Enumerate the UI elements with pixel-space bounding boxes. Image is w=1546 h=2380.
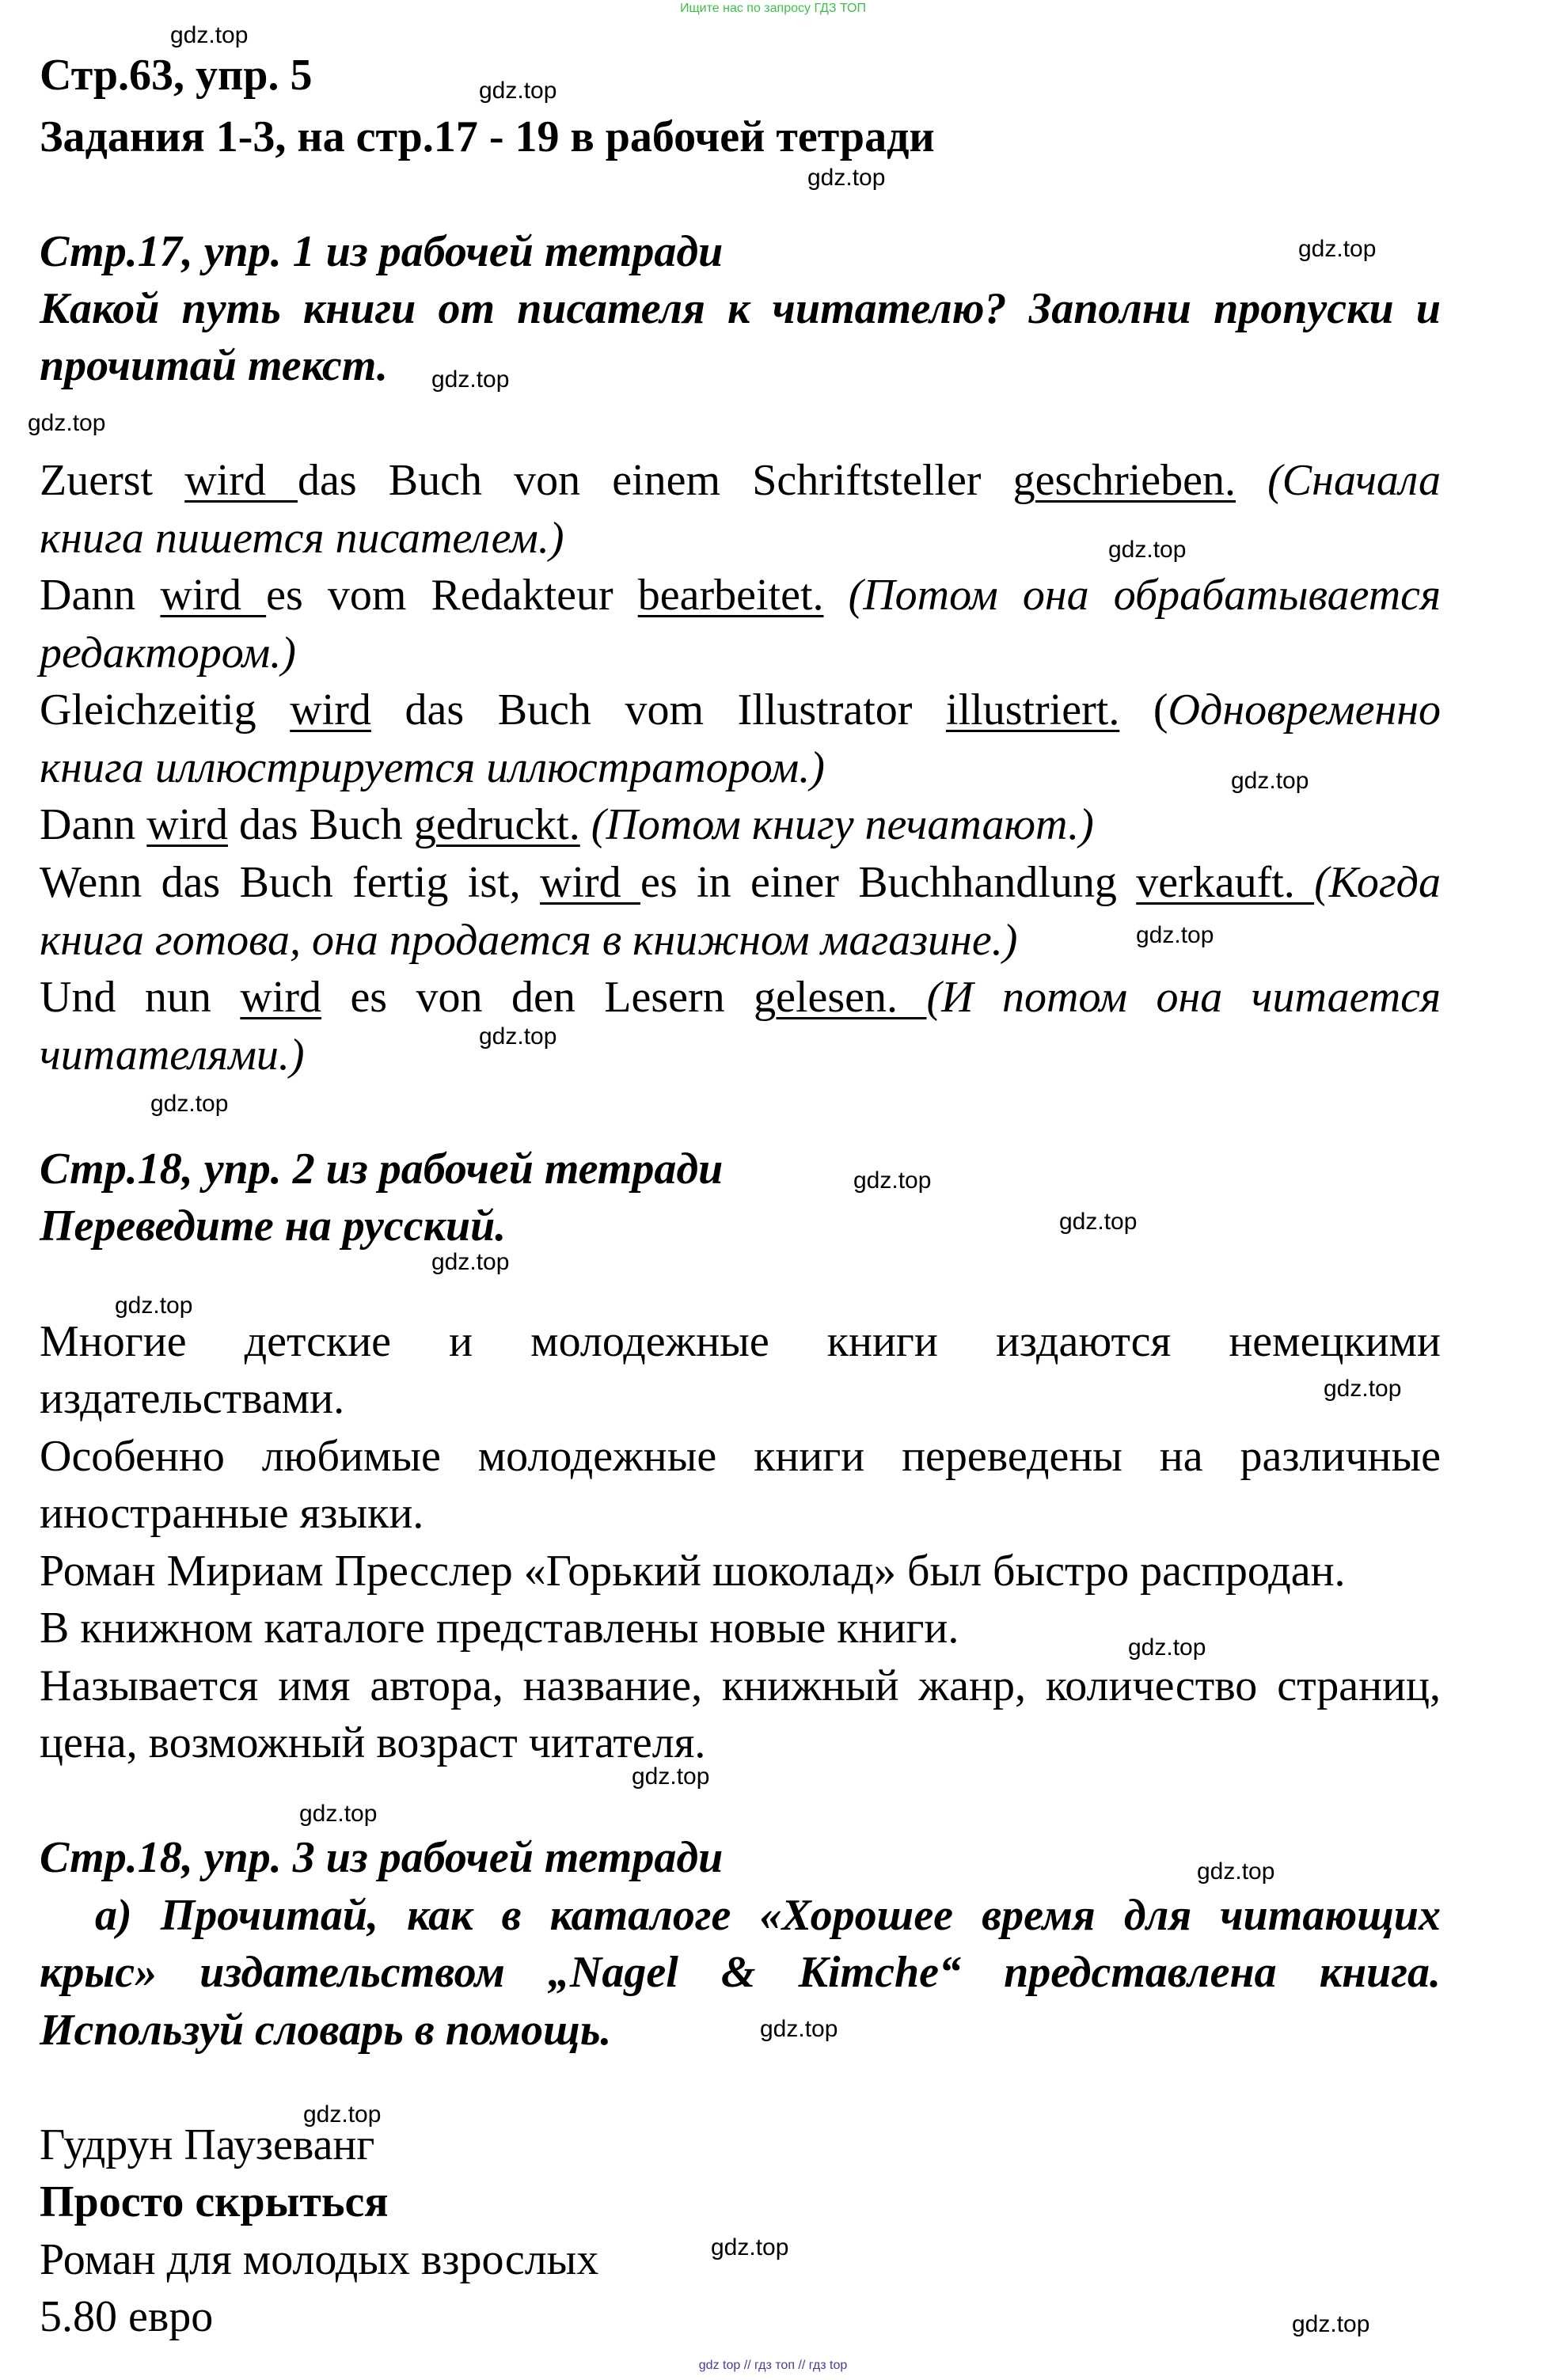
ex1-sentence-2 [40,567,1441,623]
text: Zuerst [40,456,154,505]
page-title: Стр.63, упр. 5 [40,51,313,100]
ex2-line: Особенно любимые молодежные книги переведены на различные [40,1432,1441,1481]
ex1-sentence-1 [40,453,1441,508]
watermark: gdz.top [150,1091,229,1117]
book-title: Просто скрыться [40,2177,389,2226]
ex3-task-line3: Используй словарь в помощь. [40,2006,612,2055]
ex1-sentence-4 [40,797,1441,852]
ex2-line: В книжном каталоге представлены новые книги. [40,1604,959,1653]
book-price: 5.80 евро [40,2292,214,2341]
watermark: gdz.top [431,366,510,393]
answer-participle: illustriert. [946,685,1120,734]
ex2-line: Называется имя автора, название, книжный жанр, количество страниц, [40,1661,1441,1710]
watermark: gdz.top [431,1249,510,1275]
watermark: gdz.top [1108,537,1187,563]
watermark: gdz.top [711,2234,789,2260]
ex1-sentence-1-translation: книга пишется писателем.) [40,514,564,563]
translation: (И потом она читается [926,973,1442,1022]
answer-participle: verkauft. [1136,858,1315,907]
answer-participle: bearbeitet. [637,571,824,620]
watermark: gdz.top [1231,768,1309,794]
watermark: gdz.top [1128,1634,1206,1661]
ex1-sentence-5 [40,855,1441,910]
answer-verb: wird [146,800,228,849]
ex2-task: Переведите на русский. [40,1201,507,1251]
translation-wrap [1153,685,1441,734]
watermark: gdz.top [1292,2311,1370,2337]
watermark: gdz.top [1136,922,1214,948]
watermark: gdz.top [760,2016,838,2042]
ex1-task-line1: Какой путь книги от писателя к читателю? Заполни пропуски и [40,284,1441,333]
ex1-sentence-5-translation: книга готова, она продается в книжном магазине.) [40,916,1018,965]
answer-verb: wird [290,685,371,734]
ex3-task-line1: а) Прочитай, как в каталоге «Хорошее время для читающих [95,1891,1441,1940]
ex1-heading: Стр.17, упр. 1 из рабочей тетради [40,227,724,276]
ex1-task-line2: прочитай текст. [40,341,388,390]
watermark: gdz.top [28,410,106,436]
ex2-line: Роман Мириам Пресслер «Горький шоколад» был быстро распродан. [40,1547,1346,1596]
translation: (Потом она обрабатывается [848,571,1442,620]
bottom-banner: gdz top // гдз топ // гдз top [698,2359,848,2372]
ex1-sentence-6-translation: читателями.) [40,1031,305,1080]
answer-participle: gedruckt. [413,800,580,849]
text: Gleichzeitig [40,685,256,734]
open-paren: ( [1153,685,1168,734]
watermark: gdz.top [853,1167,932,1194]
watermark: gdz.top [807,165,886,191]
book-genre: Роман для молодых взрослых [40,2235,599,2284]
watermark: gdz.top [1298,236,1377,262]
watermark: gdz.top [632,1763,710,1790]
page-subtitle: Задания 1-3, на стр.17 - 19 в рабочей тетради [40,112,935,161]
watermark: gdz.top [1197,1858,1275,1885]
translation: (Потом книгу печатают.) [591,800,1094,849]
ex1-sentence-3 [40,682,1441,738]
answer-verb: wird [160,571,267,620]
watermark: gdz.top [303,2101,382,2128]
ex3-task-line2: крыс» издательством „Nagel & Kimche“ представлена книга. [40,1948,1441,1997]
ex2-line: Многие детские и молодежные книги издаются немецкими [40,1317,1441,1366]
text: Dann [40,571,136,620]
book-author: Гудрун Паузеванг [40,2120,375,2169]
top-banner: Ищите нас по запросу ГДЗ ТОП [680,2,866,15]
watermark: gdz.top [479,78,557,104]
watermark: gdz.top [1324,1376,1402,1402]
answer-verb: wird [184,456,298,505]
watermark: gdz.top [115,1292,193,1319]
ex3-heading: Стр.18, упр. 3 из рабочей тетради [40,1833,724,1882]
ex1-sentence-6 [40,970,1441,1025]
text: Wenn das Buch fertig ist, [40,858,521,907]
text: es vom Redakteur [266,571,613,620]
answer-verb: wird [540,858,641,907]
ex2-line: цена, возможный возраст читателя. [40,1718,706,1767]
ex1-sentence-3-translation: книга иллюстрируется иллюстратором.) [40,743,825,792]
ex2-line: иностранные языки. [40,1489,424,1538]
translation: (Когда [1314,858,1442,907]
ex1-sentence-2-translation: редактором.) [40,628,296,678]
answer-verb: wird [240,973,321,1022]
ex2-heading: Стр.18, упр. 2 из рабочей тетради [40,1144,724,1194]
watermark: gdz.top [299,1801,378,1827]
text: es von den Lesern [350,973,725,1022]
text: das Buch vom Illustrator [405,685,913,734]
text: es in einer Buchhandlung [640,858,1117,907]
ex2-line: издательствами. [40,1374,345,1423]
watermark: gdz.top [1059,1209,1138,1235]
translation: Одновременно [1168,685,1442,734]
text: das Buch von einem Schriftsteller [297,456,982,505]
watermark: gdz.top [479,1023,557,1050]
translation: (Сначала [1267,456,1442,505]
text: Und nun [40,973,211,1022]
answer-participle: geschrieben. [1012,456,1236,505]
text: Dann [40,800,136,849]
watermark: gdz.top [170,22,249,48]
text: das Buch [238,800,403,849]
answer-participle: gelesen. [754,973,927,1022]
